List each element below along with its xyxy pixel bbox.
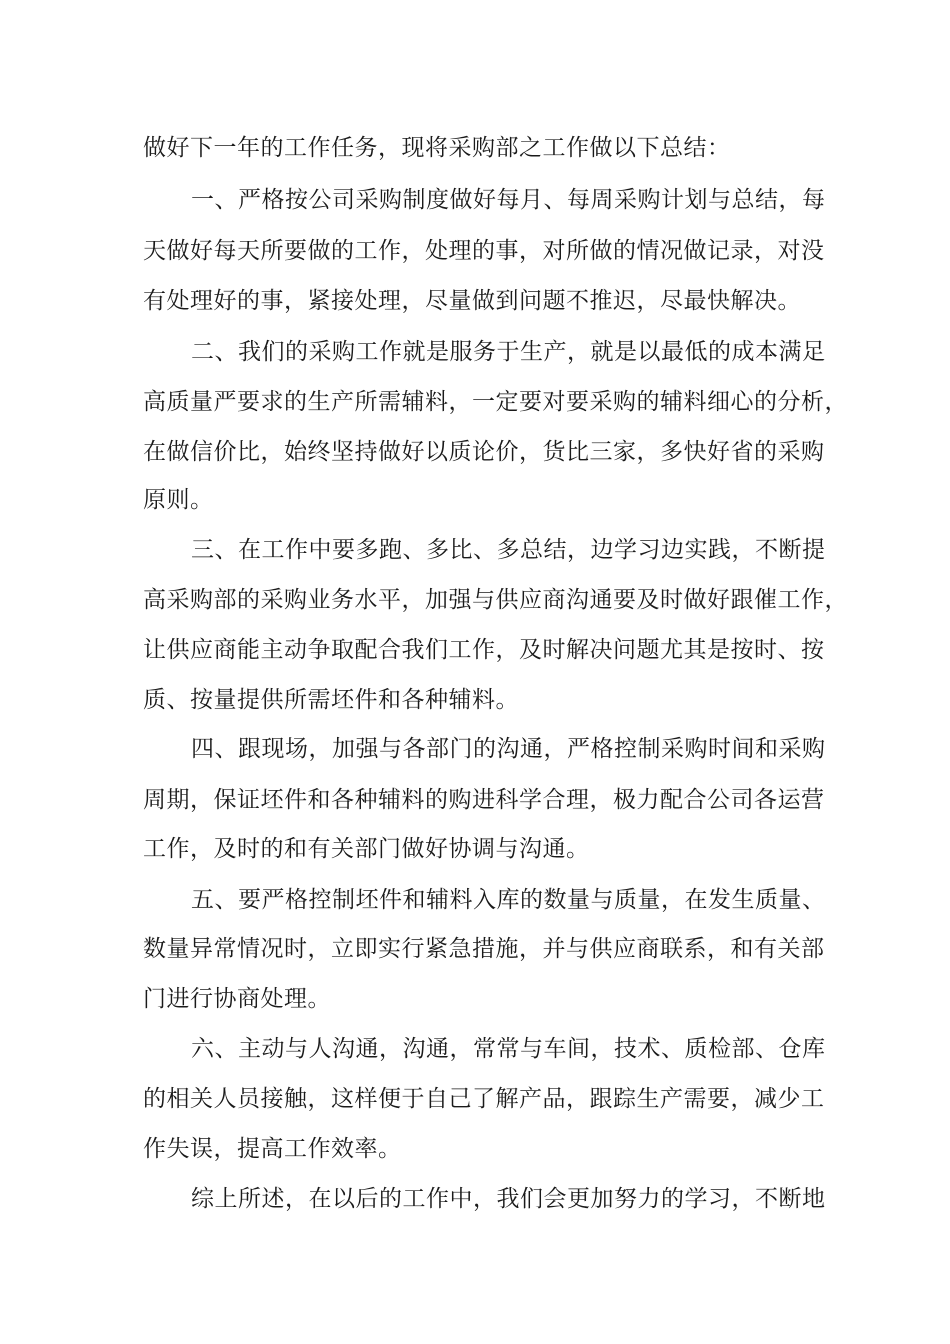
text-line-4: 有处理好的事，紧接处理，尽量做到问题不推迟，尽最快解决。: [143, 288, 801, 314]
text-line-20: 的相关人员接触，这样便于自己了解产品，跟踪生产需要，减少工: [143, 1086, 825, 1112]
text-line-5: 二、我们的采购工作就是服务于生产，就是以最低的成本满足: [191, 339, 826, 365]
text-line-14: 周期，保证坯件和各种辅料的购进科学合理，极力配合公司各运营: [143, 787, 825, 813]
text-line-8: 原则。: [143, 487, 214, 513]
text-line-21: 作失误，提高工作效率。: [143, 1136, 402, 1162]
text-line-18: 门进行协商处理。: [143, 986, 331, 1012]
text-line-11: 让供应商能主动争取配合我们工作，及时解决问题尤其是按时、按: [143, 637, 825, 663]
text-line-3: 天做好每天所要做的工作，处理的事，对所做的情况做记录，对没: [143, 238, 825, 264]
text-line-6: 高质量严要求的生产所需辅料，一定要对要采购的辅料细心的分析，: [143, 389, 848, 415]
text-line-17: 数量异常情况时，立即实行紧急措施，并与供应商联系，和有关部: [143, 936, 825, 962]
text-line-16: 五、要严格控制坯件和辅料入库的数量与质量，在发生质量、: [191, 887, 826, 913]
text-line-15: 工作，及时的和有关部门做好协调与沟通。: [143, 836, 590, 862]
text-line-9: 三、在工作中要多跑、多比、多总结，边学习边实践，不断提: [191, 537, 826, 563]
text-line-10: 高采购部的采购业务水平，加强与供应商沟通要及时做好跟催工作，: [143, 587, 848, 613]
text-line-1: 做好下一年的工作任务，现将采购部之工作做以下总结：: [143, 135, 731, 161]
text-line-13: 四、跟现场，加强与各部门的沟通，严格控制采购时间和采购: [191, 736, 826, 762]
text-line-19: 六、主动与人沟通，沟通，常常与车间，技术、质检部、仓库: [191, 1036, 826, 1062]
text-line-2: 一、严格按公司采购制度做好每月、每周采购计划与总结，每: [191, 187, 826, 213]
text-line-22: 综上所述，在以后的工作中，我们会更加努力的学习，不断地: [191, 1186, 826, 1212]
text-line-12: 质、按量提供所需坯件和各种辅料。: [143, 687, 519, 713]
text-line-7: 在做信价比，始终坚持做好以质论价，货比三家，多快好省的采购: [143, 439, 825, 465]
